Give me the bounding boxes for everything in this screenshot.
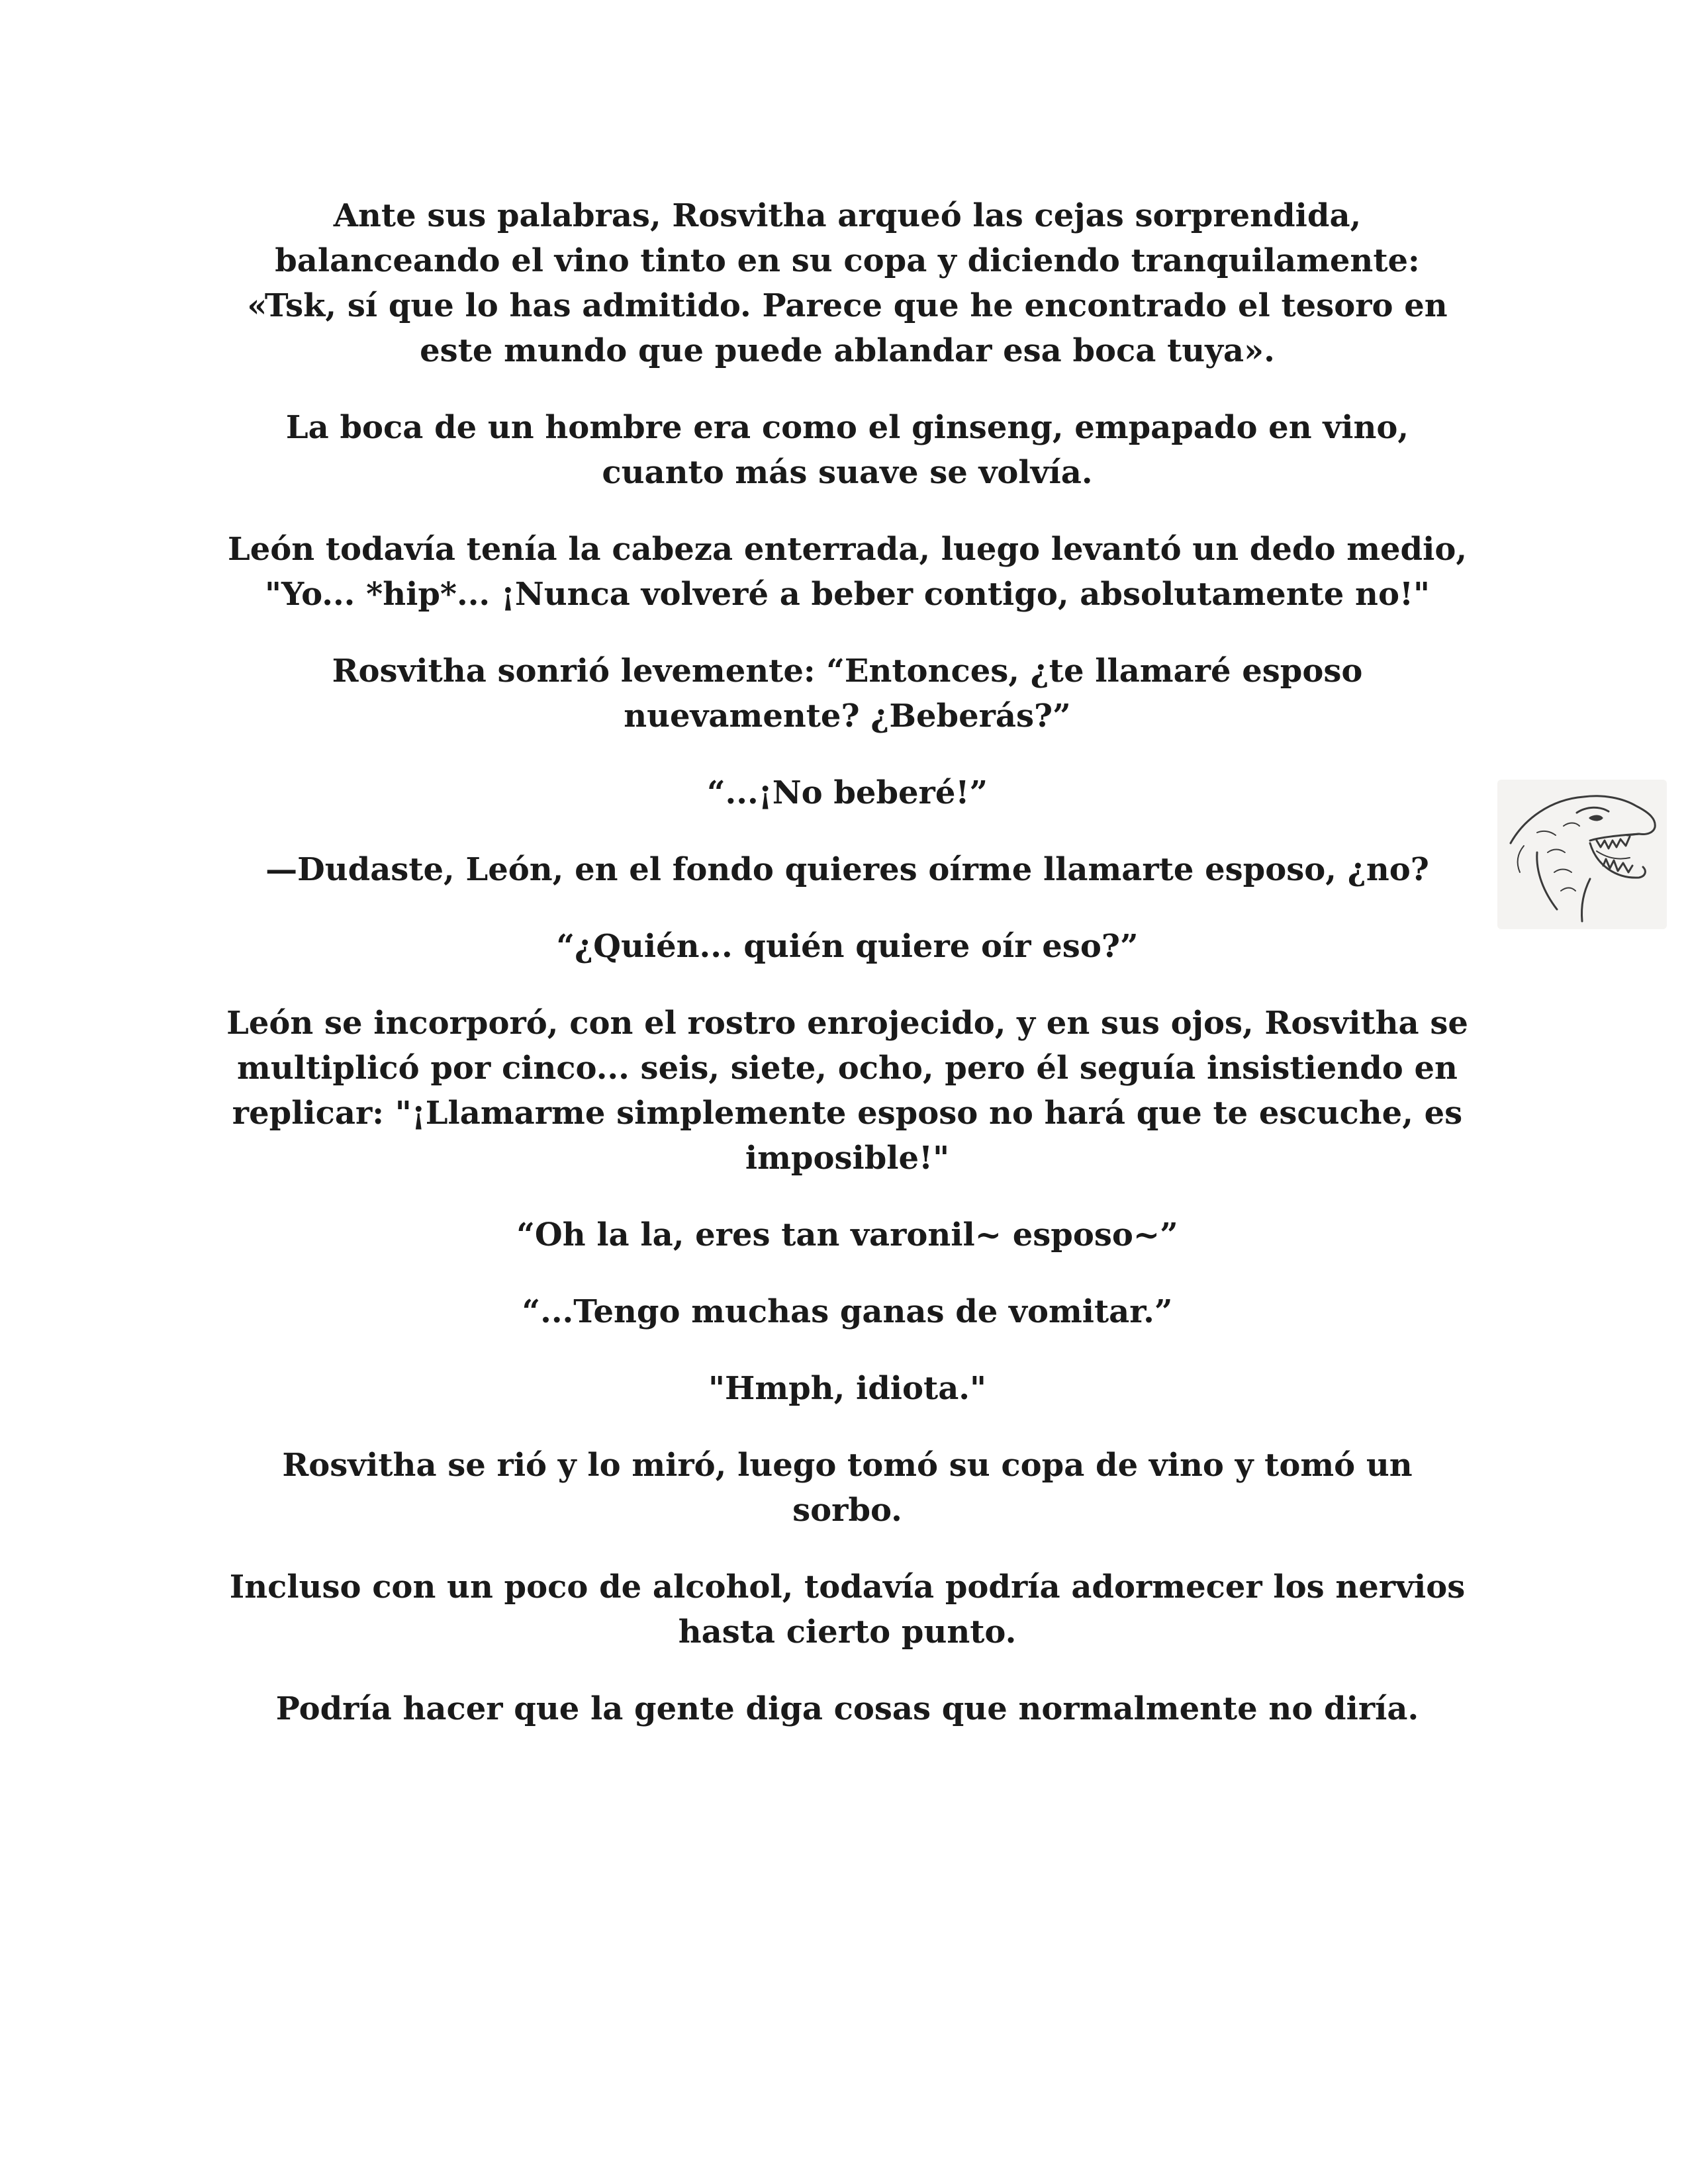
paragraph-7: “¿Quién... quién quiere oír eso?” xyxy=(556,928,1139,965)
paragraph-4: Rosvitha sonrió levemente: “Entonces, ¿te llamaré esposo nuevamente? ¿Beberás?” xyxy=(332,653,1363,735)
paragraph-14: Podría hacer que la gente diga cosas que normalmente no diría. xyxy=(275,1690,1419,1727)
paragraph-3: León todavía tenía la cabeza enterrada, luego levantó un dedo medio, "Yo... *hip*... ¡Nunca volveré a beber contigo, absolutamente no!" xyxy=(227,531,1468,613)
paragraph-11: "Hmph, idiota." xyxy=(708,1370,987,1407)
paragraph-8: León se incorporó, con el rostro enrojecido, y en sus ojos, Rosvitha se multiplicó por cinco... seis, siete, ocho, pero él seguía insistiendo en replicar: "¡Llamarme simplemente esposo no hará que te escuche, es imposible!" xyxy=(226,1005,1468,1177)
paragraph-2: La boca de un hombre era como el ginseng, empapado en vino, cuanto más suave se volvía. xyxy=(285,409,1409,491)
story-text xyxy=(225,193,1470,1763)
paragraph-12: Rosvitha se rió y lo miró, luego tomó su copa de vino y tomó un sorbo. xyxy=(282,1447,1413,1529)
paragraph-10: “...Tengo muchas ganas de vomitar.” xyxy=(522,1293,1173,1330)
paragraph-1: Ante sus palabras, Rosvitha arqueó las cejas sorprendida, balanceando el vino tinto en su copa y diciendo tranquilamente: «Tsk, sí que lo has admitido. Parece que he encontrado el tesoro en este mundo que puede ablandar esa boca tuya». xyxy=(247,197,1448,369)
paragraph-6: —Dudaste, León, en el fondo quieres oírme llamarte esposo, ¿no? xyxy=(265,851,1429,888)
dinosaur-sketch-icon xyxy=(1497,780,1667,929)
paragraph-9: “Oh la la, eres tan varonil~ esposo~” xyxy=(516,1216,1178,1253)
paragraph-13: Incluso con un poco de alcohol, todavía podría adormecer los nervios hasta cierto punto. xyxy=(229,1569,1466,1651)
paragraph-5: “...¡No beberé!” xyxy=(706,774,988,811)
